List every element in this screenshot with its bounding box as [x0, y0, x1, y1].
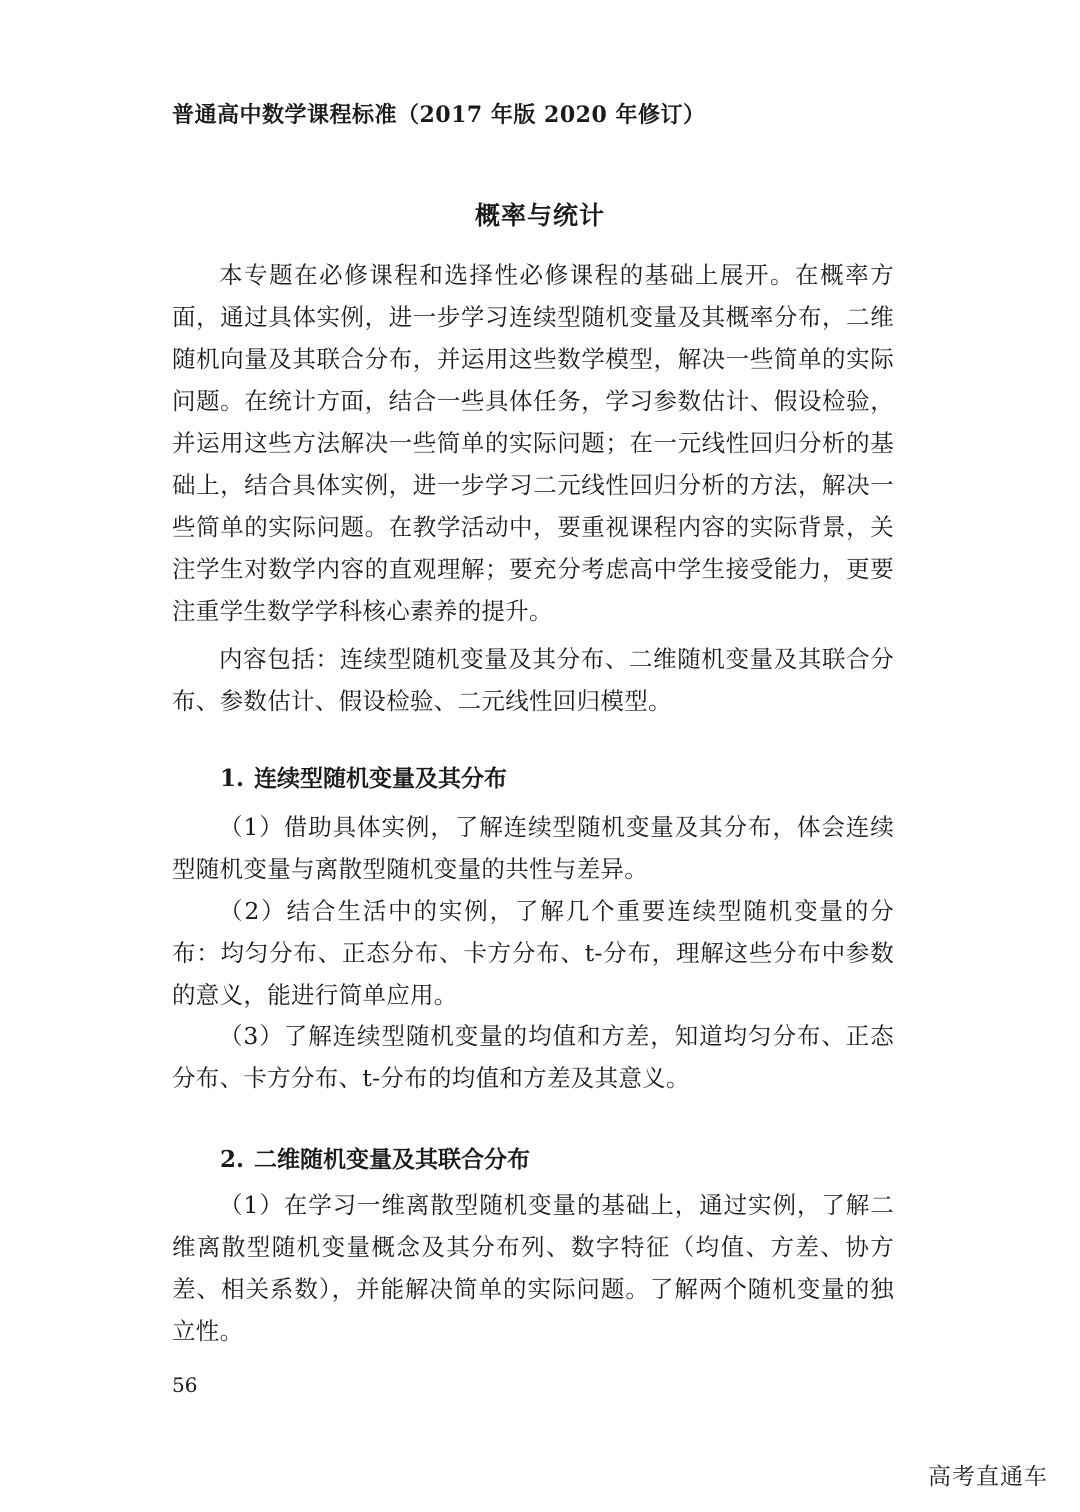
page-title: 概率与统计	[474, 201, 605, 230]
watermark: 高考直通车	[928, 1464, 1048, 1490]
section-number: 1.	[220, 765, 245, 792]
section-heading-1	[220, 760, 507, 793]
content-summary-paragraph: 内容包括：连续型随机变量及其分布、二维随机变量及其联合分布、参数估计、假设检验、二元线性回归模型。	[172, 645, 894, 715]
section-1-item-2: （2）结合生活中的实例，了解几个重要连续型随机变量的分布：均匀分布、正态分布、卡方分布、t-分布，理解这些分布中参数的意义，能进行简单应用。	[172, 897, 894, 1009]
section-heading-text: 二维随机变量及其联合分布	[254, 1147, 531, 1173]
section-number: 2.	[220, 1146, 245, 1173]
section-heading-2	[220, 1141, 530, 1174]
section-1-item-1: （1）借助具体实例，了解连续型随机变量及其分布，体会连续型随机变量与离散型随机变量的共性与差异。	[172, 813, 894, 883]
running-header: 普通高中数学课程标准（2017 年版 2020 年修订）	[172, 102, 706, 128]
section-1-item-3: （3）了解连续型随机变量的均值和方差，知道均匀分布、正态分布、卡方分布、t-分布的均值和方差及其意义。	[172, 1022, 894, 1092]
section-2-item-1: （1）在学习一维离散型随机变量的基础上，通过实例，了解二维离散型随机变量概念及其分布列、数字特征（均值、方差、协方差、相关系数），并能解决简单的实际问题。了解两个随机变量的独立性。	[172, 1191, 894, 1345]
page-number: 56	[172, 1373, 198, 1397]
intro-paragraph: 本专题在必修课程和选择性必修课程的基础上展开。在概率方面，通过具体实例，进一步学习连续型随机变量及其概率分布，二维随机向量及其联合分布，并运用这些数学模型，解决一些简单的实际问题。在统计方面，结合一些具体任务，学习参数估计、假设检验，并运用这些方法解决一些简单的实际问题；在一元线性回归分析的基础上，结合具体实例，进一步学习二元线性回归分析的方法，解决一些简单的实际问题。在教学活动中，要重视课程内容的实际背景，关注学生对数学内容的直观理解；要充分考虑高中学生接受能力，更要注重学生数学学科核心素养的提升。	[172, 261, 894, 625]
section-heading-text: 连续型随机变量及其分布	[254, 766, 508, 792]
